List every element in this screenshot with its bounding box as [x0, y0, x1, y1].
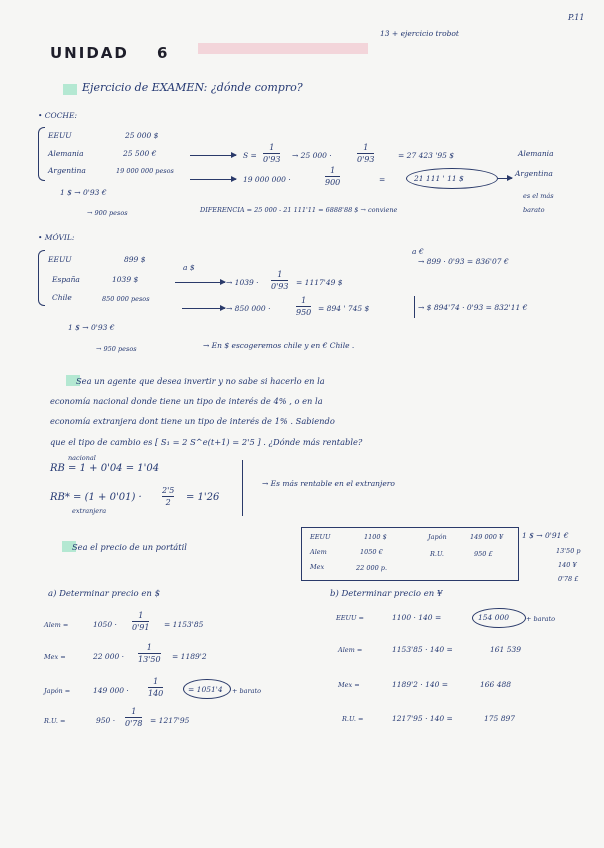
- movil-chile-num: 1: [301, 296, 307, 305]
- coche-arrow-2: [190, 179, 236, 180]
- ex2-line-4: que el tipo de cambio es [ S₁ = 2 S^e(t+1) = 2'5 ] . ¿Dónde más rentable?: [50, 437, 363, 447]
- movil-esp-frac: [271, 270, 288, 291]
- ex2-line-1: Sea un agente que desea invertir y no sabe si hacerlo en la: [76, 376, 325, 386]
- ex2-brace: [242, 460, 243, 516]
- b-row-1-res: 161 539: [490, 645, 522, 654]
- b-row-3-expr: 1217'95 · 140 =: [392, 714, 453, 723]
- ex2-rb-1: RB = 1 + 0'04 = 1'04: [50, 463, 160, 474]
- calc2-eq: =: [379, 175, 386, 184]
- calc1-num: 1: [269, 143, 275, 152]
- calc1-fraction-2: [357, 143, 374, 164]
- ex3-rate-2: 140 ¥: [558, 561, 577, 569]
- a-row-0-den: 0'91: [132, 623, 150, 632]
- b-row-3-res: 175 897: [484, 714, 516, 723]
- ex2-rb-2-frac: [162, 486, 174, 507]
- coche-place-2: Argentina: [48, 166, 86, 175]
- ex3-place-0: EEUU: [310, 533, 331, 541]
- a-row-1-frac: [138, 643, 161, 664]
- ex3-price-2: 22 000 p.: [356, 564, 388, 572]
- coche-label: • COCHE:: [38, 111, 77, 120]
- ex2-rb-2-den: 2: [165, 498, 171, 507]
- movil-esp-num: 1: [277, 270, 283, 279]
- a-row-2-den: 140: [148, 689, 164, 698]
- ex3-price-4: 950 £: [474, 550, 493, 558]
- movil-chile-conv: → $ 894'74 · 0'93 = 832'11 €: [418, 303, 528, 312]
- calc1-den: 0'93: [263, 155, 281, 164]
- movil-chile-calc: → 850 000 ·: [226, 304, 271, 313]
- ex3-rate-1: 13'50 p: [556, 547, 581, 555]
- a-row-3-expr: 950 ·: [96, 716, 116, 725]
- coche-note-arrow: [498, 178, 512, 179]
- movil-chile-frac: [296, 296, 311, 317]
- calc1-mid: → 25 000 ·: [292, 151, 332, 160]
- b-row-0-res: 154 000: [478, 613, 510, 622]
- unit-number: 6: [157, 44, 168, 62]
- a-row-3-num: 1: [131, 707, 137, 716]
- b-row-0-expr: 1100 · 140 =: [392, 613, 442, 622]
- coche-price-2: 19 000 000 pesos: [116, 167, 174, 175]
- a-row-3-frac: [125, 707, 142, 728]
- ex3-place-1: Alem: [310, 548, 327, 556]
- ex3-title: Sea el precio de un portátil: [72, 542, 187, 552]
- ex2-rb-2: RB* = (1 + 0'01) ·: [50, 492, 142, 503]
- ex2-nacional: nacional: [68, 454, 96, 462]
- b-row-2-place: Mex =: [338, 681, 360, 689]
- coche-price-1: 25 500 €: [123, 149, 157, 158]
- movil-place-0: EEUU: [48, 255, 72, 264]
- b-row-2-expr: 1189'2 · 140 =: [392, 680, 449, 689]
- calc1-den-2: 0'93: [357, 155, 375, 164]
- movil-conclusion: → En $ escogeremos chile y en € Chile .: [203, 341, 355, 350]
- a-row-2-res: = 1051'4: [188, 685, 223, 694]
- b-row-0-note: + barato: [526, 615, 556, 623]
- calc2-fraction: [325, 166, 340, 187]
- movil-price-1: 1039 $: [112, 275, 139, 284]
- title-highlight: [198, 43, 368, 54]
- b-row-1-place: Alem =: [338, 646, 363, 654]
- ex3-part-b: b) Determinar precio en ¥: [330, 589, 443, 599]
- movil-arrow-chile: [182, 308, 225, 309]
- calc1-num-2: 1: [363, 143, 369, 152]
- movil-arrow-esp: [175, 282, 225, 283]
- header-note: 13 + ejercicio trobot: [380, 29, 459, 38]
- coche-note-4: barato: [523, 206, 545, 214]
- b-row-1-expr: 1153'85 · 140 =: [392, 645, 453, 654]
- ex3-rate-0: 1 $ → 0'91 €: [522, 531, 569, 540]
- a-row-3-den: 0'78: [125, 719, 143, 728]
- unit-title: UNIDAD: [50, 44, 129, 62]
- a-row-3-place: R.U. =: [44, 717, 66, 725]
- ex3-part-a: a) Determinar precio en $: [48, 589, 160, 599]
- ex3-place-3: Japón: [428, 533, 447, 541]
- coche-rate-1: 1 $ → 0'93 €: [60, 188, 107, 197]
- movil-price-0: 899 $: [124, 255, 146, 264]
- a-row-2-note: + barato: [232, 687, 262, 695]
- calc1-prefix: S =: [243, 151, 257, 160]
- ex3-rate-3: 0'78 £: [558, 575, 579, 583]
- coche-note-3: es el más: [523, 192, 554, 200]
- movil-rate-2: → 950 pesos: [96, 345, 137, 353]
- coche-rate-2: → 900 pesos: [87, 209, 128, 217]
- coche-arrow-1: [190, 155, 236, 156]
- movil-esp-calc: → 1039 ·: [226, 278, 259, 287]
- movil-a-euro: a €: [412, 247, 424, 256]
- b-row-3-place: R.U. =: [342, 715, 364, 723]
- a-row-0-place: Alem =: [44, 621, 69, 629]
- a-row-1-den: 13'50: [138, 655, 161, 664]
- ex2-rb-2-num: 2'5: [162, 486, 175, 495]
- a-row-1-expr: 22 000 ·: [93, 652, 125, 661]
- a-row-2-frac: [148, 677, 163, 698]
- calc2-result: 21 111 ' 11 $: [414, 174, 464, 183]
- movil-label: • MÓVIL:: [38, 233, 75, 242]
- ex2-line-3: economía extranjera dont tiene un tipo de interés de 1% . Sabiendo: [50, 416, 335, 426]
- a-row-1-res: = 1189'2: [172, 652, 207, 661]
- ex2-rb-2-res: = 1'26: [186, 492, 220, 503]
- ex2-conclusion: → Es más rentable en el extranjero: [262, 479, 395, 488]
- a-row-1-place: Mex =: [44, 653, 66, 661]
- coche-diff: DIFERENCIA = 25 000 - 21 111'11 = 6888'88 $ → conviene: [200, 206, 398, 214]
- coche-place-1: Alemania: [48, 149, 84, 158]
- movil-price-2: 850 000 pesos: [102, 295, 150, 303]
- a-row-2-expr: 149 000 ·: [93, 686, 129, 695]
- a-row-3-res: = 1217'95: [150, 716, 190, 725]
- coche-place-0: EEUU: [48, 131, 72, 140]
- b-row-0-place: EEUU =: [336, 614, 364, 622]
- b-row-2-res: 166 488: [480, 680, 512, 689]
- movil-esp-den: 0'93: [271, 282, 289, 291]
- ex3-place-2: Mex: [310, 563, 325, 571]
- calc2: 19 000 000 ·: [243, 175, 291, 184]
- ex3-price-1: 1050 €: [360, 548, 383, 556]
- coche-brace: [38, 127, 45, 181]
- coche-note-1: Alemania: [518, 149, 554, 158]
- a-row-1-num: 1: [146, 643, 152, 652]
- calc2-den: 900: [325, 178, 341, 187]
- a-row-2-place: Japón =: [44, 687, 71, 695]
- movil-divider: [414, 296, 415, 318]
- a-row-2-num: 1: [153, 677, 159, 686]
- ex3-price-3: 149 000 ¥: [470, 533, 504, 541]
- calc2-num: 1: [330, 166, 336, 175]
- movil-esp-res: = 1117'49 $: [296, 278, 343, 287]
- ex3-price-0: 1100 $: [364, 533, 387, 541]
- a-row-0-res: = 1153'85: [164, 620, 204, 629]
- ex3-place-4: R.U.: [430, 550, 444, 558]
- page-number: P.11: [568, 13, 585, 22]
- bullet-highlight: [63, 84, 77, 95]
- exam-title: Ejercicio de EXAMEN: ¿dónde compro?: [82, 81, 303, 94]
- coche-price-0: 25 000 $: [125, 131, 159, 140]
- movil-brace: [38, 250, 45, 306]
- movil-rate-1: 1 $ → 0'93 €: [68, 323, 115, 332]
- a-row-0-expr: 1050 ·: [93, 620, 117, 629]
- a-row-0-frac: [132, 611, 149, 632]
- movil-place-2: Chile: [52, 293, 72, 302]
- coche-note-2: Argentina: [515, 169, 553, 178]
- calc1-result: = 27 423 '95 $: [398, 151, 455, 160]
- movil-eeuu-calc: → 899 · 0'93 = 836'07 €: [418, 257, 509, 266]
- ex2-line-2: economía nacional donde tiene un tipo de interés de 4% , o en la: [50, 396, 323, 406]
- ex2-extranjera: extranjera: [72, 507, 107, 515]
- movil-chile-res: = 894 ' 745 $: [318, 304, 370, 313]
- a-row-0-num: 1: [138, 611, 144, 620]
- movil-place-1: España: [52, 275, 80, 284]
- calc1-fraction: [263, 143, 280, 164]
- movil-a-dollar: a $: [183, 263, 195, 272]
- movil-chile-den: 950: [296, 308, 312, 317]
